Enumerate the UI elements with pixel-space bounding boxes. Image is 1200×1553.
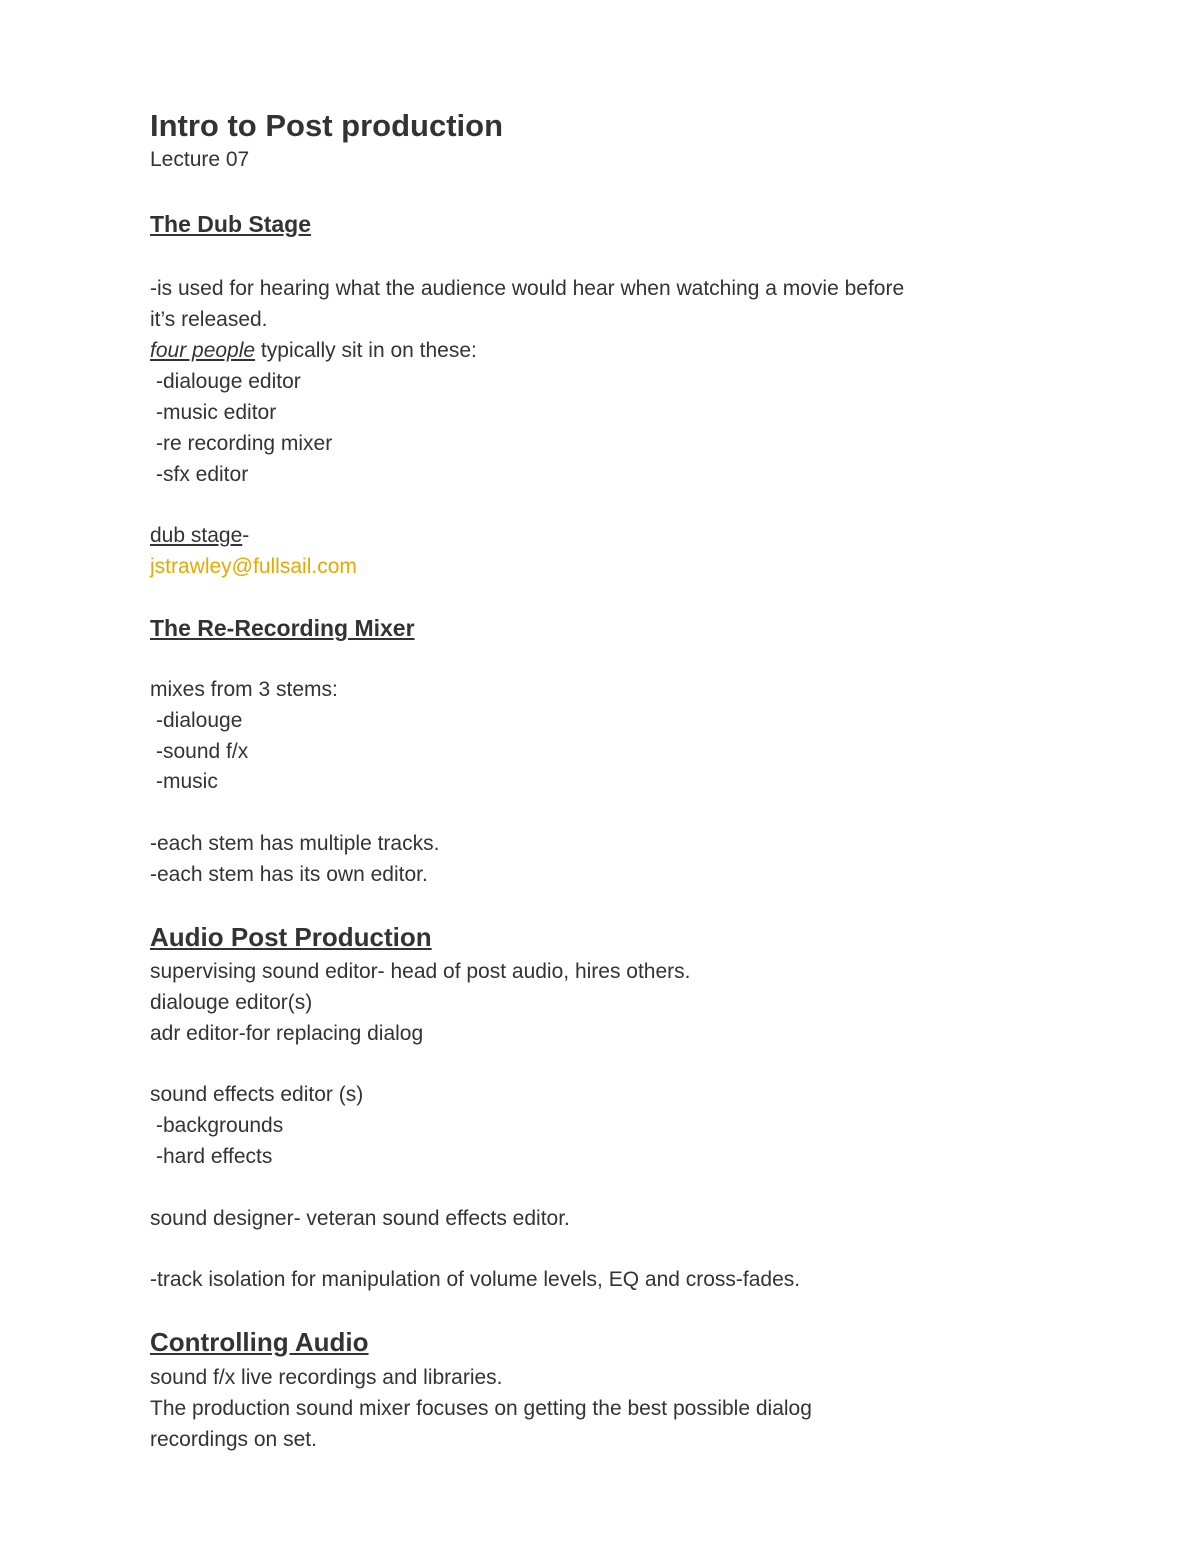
controlling-audio-line: sound f/x live recordings and libraries.	[150, 1366, 503, 1389]
list-item: -hard effects	[156, 1145, 273, 1168]
list-item: -re recording mixer	[156, 432, 333, 455]
dub-stage-desc-line-1: -is used for hearing what the audience would hear when watching a movie before	[150, 277, 905, 300]
dub-stage-people-line	[150, 339, 477, 363]
controlling-audio-line: recordings on set.	[150, 1428, 317, 1451]
section-heading-audio-post-production: Audio Post Production	[150, 922, 432, 952]
dub-stage-desc-line-2: it’s released.	[150, 308, 268, 331]
rerecording-note: -each stem has multiple tracks.	[150, 832, 440, 855]
list-item: -music editor	[156, 401, 277, 424]
four-people-emphasis: four people	[150, 339, 256, 362]
sfx-editor-intro: sound effects editor (s)	[150, 1083, 364, 1106]
track-isolation-line: -track isolation for manipulation of volume levels, EQ and cross-fades.	[150, 1268, 801, 1291]
section-heading-rerecording-mixer: The Re-Recording Mixer	[150, 615, 415, 641]
list-item: -dialouge	[156, 709, 243, 732]
document-title: Intro to Post production	[150, 108, 504, 143]
controlling-audio-line: The production sound mixer focuses on getting the best possible dialog	[150, 1397, 812, 1420]
dub-stage-note	[150, 524, 249, 548]
dub-stage-note-suffix: -	[242, 524, 250, 547]
dub-stage-note-label: dub stage	[150, 524, 243, 547]
list-item: -sound f/x	[156, 740, 249, 763]
list-item: -dialouge editor	[156, 370, 301, 393]
audio-post-line: supervising sound editor- head of post audio, hires others.	[150, 960, 691, 983]
audio-post-line: dialouge editor(s)	[150, 991, 313, 1014]
list-item: -sfx editor	[156, 463, 249, 486]
list-item: -backgrounds	[156, 1114, 284, 1137]
rerecording-intro: mixes from 3 stems:	[150, 678, 338, 701]
document-subtitle: Lecture 07	[150, 148, 250, 171]
email-link[interactable]: jstrawley@fullsail.com	[150, 555, 357, 578]
sound-designer-line: sound designer- veteran sound effects editor.	[150, 1207, 570, 1230]
list-item: -music	[156, 770, 218, 793]
section-heading-controlling-audio: Controlling Audio	[150, 1327, 369, 1357]
rerecording-note: -each stem has its own editor.	[150, 863, 428, 886]
section-heading-dub-stage: The Dub Stage	[150, 211, 312, 237]
audio-post-line: adr editor-for replacing dialog	[150, 1022, 424, 1045]
people-line-rest: typically sit in on these:	[255, 339, 477, 362]
